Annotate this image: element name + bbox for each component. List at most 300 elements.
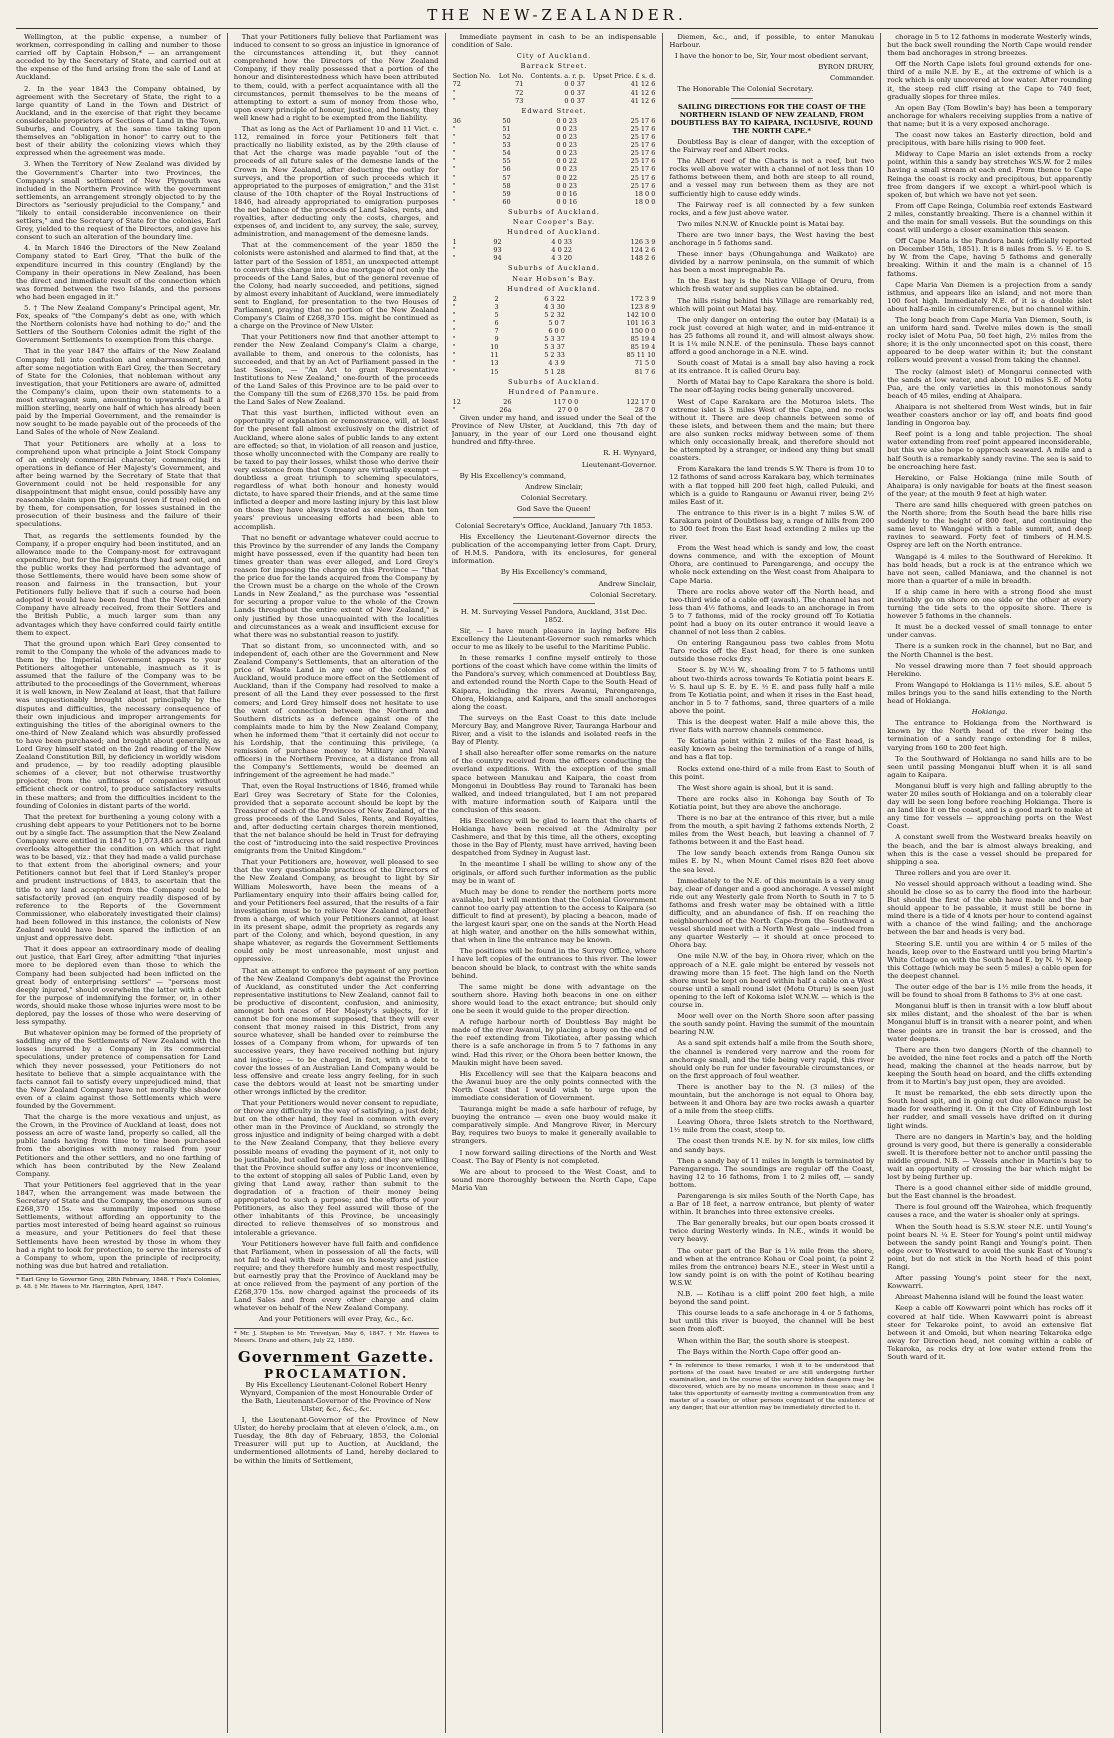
table-cell: 25 17 6 — [630, 149, 656, 158]
table-cell: 5 1 28 — [544, 367, 565, 376]
table-cell: 124 2 6 — [630, 246, 656, 255]
table-cell: 92 — [493, 238, 502, 247]
paragraph: From off Cape Reinga, Columbia reef extends Eastward 2 miles, constantly breaking. There is a channel within it and the main for small vessels. But the soundings on this coast will undergo a closer examination this season. — [887, 201, 1092, 235]
paragraph: The West shore again is shoal, but it is sand. — [677, 783, 834, 792]
table-row — [452, 295, 657, 303]
table-cell: " — [452, 327, 456, 336]
table-row — [452, 174, 657, 182]
table-header: Section No. — [452, 72, 491, 81]
table-cell: " — [452, 88, 456, 97]
table-cell: 0 0 23 — [556, 165, 577, 174]
table-cell: 5 3 37 — [544, 343, 565, 352]
paragraph: The entrance to this river is in a bight 7 miles S.W. of Karakara point of Doubtless bay, a range of hills from 200 to 300 feet from the East head extending 2 miles up the river. — [669, 508, 875, 542]
table-row — [452, 327, 657, 335]
column-5 — [887, 33, 1098, 1733]
land-table — [452, 398, 657, 414]
signature-title: Commander. — [829, 74, 875, 83]
table-row — [452, 198, 657, 206]
table-row — [452, 311, 657, 319]
paragraph: There are then two dangers (North of the channel) to be avoided, the nine feet rocks and a patch off the North head, making the channel at the heads narrow, but by keeping the South head on board, and the cliffs extending from it to Martin's bay just open, they are avoided. — [887, 1045, 1092, 1087]
notice: His Excellency the Lieutenant-Governor directs the publication of the accompanying letter from Capt. Drury, of H.M.S. Pandora, with its enclosures, for general information. — [451, 533, 657, 566]
table-row — [452, 80, 657, 88]
table-row — [452, 238, 657, 246]
paragraph: When the South head is S.S.W. steer N.E. until Young's point bears N. ¼ E. Steer for Young's point until midway between the sandy point Rangi and Young's point. Then edge over to Westward to avoid the sunk East of Young's point, but do not stick in the North head of this point Rangi. — [887, 1222, 1092, 1272]
paragraph: This is the deepest water. Half a mile above this, the river flats with narrow channels commence. — [669, 718, 875, 735]
paragraph: There is another bay to the N. (3 miles) of the mountain, but the anchorage is not equal to Ohora bay, between it and Ohora bay are two rocks awash a quarter of a mile from the steep cliffs. — [669, 1082, 875, 1116]
paragraph: From Wangapé to Hokianga is 11½ miles, S.E. about 5 miles brings you to the sand hills extending to the North head of Hokianga. — [887, 680, 1092, 706]
table-cell: " — [452, 310, 456, 319]
paragraph: The only danger on entering the outer bay (Matai) is a rock just covered at high water, and in mid-entrance it has 25 fathoms all round it, and will almost always show. It is 1¼ mile N.N.E. of the peninsula. These bays cannot afford a good anchorage in a N.E. wind. — [669, 315, 875, 357]
paragraph: Keep a cable off Kowwarri point which has rocks off it covered at half tide. When Kawwarri point is abreast steer for Tekaroke point, to avoid an extensive flat between it and Omoki, but when nearing Tekaroka edge away for Direction head, not coming within a cable of Tekaroka, as rocks dry at low water extend from the South ward of it. — [887, 1304, 1092, 1361]
table-header: Contents. a. r. p. — [530, 72, 586, 81]
table-cell: " — [452, 181, 456, 190]
table-cell: 0 0 16 — [556, 197, 577, 206]
table-cell: 25 17 6 — [630, 133, 656, 142]
paragraph: Steering S.E. until you are within 4 or 5 miles of the heads, keep over to the Eastward until you bring Martin's White Cottage on with the South head E. by N. ½ N. keep this Cottage (which may be seen 5 miles) a cable open for the deepest channel. — [887, 939, 1092, 980]
paragraph: Two miles N.N.W. of Knuckle point is Matai bay. — [677, 219, 845, 228]
paragraph: After passing Young's point steer for the next, Kowwarri. — [887, 1274, 1092, 1291]
table-cell: 52 — [502, 133, 511, 142]
table-cell: 0 0 23 — [556, 133, 577, 142]
table-row — [452, 97, 657, 105]
table-cell: 12 — [452, 397, 461, 406]
paragraph: Rocks extend one-third of a mile from East to South of this point. — [669, 764, 875, 781]
command-name: Andrew Sinclair, — [598, 579, 657, 588]
command-title: Colonial Secretary. — [520, 493, 588, 502]
table-header: Upset Price. £ s. d. — [592, 72, 656, 81]
table-cell: 36 — [452, 116, 461, 125]
paragraph: On entering Rangaunou pass two cables from Motu Taro rocks off the East head, for there is one sunken outside those rocks dry. — [669, 639, 875, 664]
table-cell: 11 — [490, 351, 499, 360]
command-title: Colonial Secretary. — [590, 590, 657, 599]
closing: I have the honor to be, Sir, Your most obedient servant, — [674, 52, 869, 61]
paragraph: That it does appear an extraordinary mode of dealing out justice, that Earl Grey, after admitting "that injuries more to be deplored even than those to which the Company had been subjected had been inflicted on the great body of enterprising settlers" — "persons most deeply injured," should overwhelm the latter with a debt for the purpose of indemnifying the former, or, in other words, should make those whose injuries were most to be deplored, pay the losses of those who were deserving of less sympathy. — [16, 945, 221, 1027]
paragraph: Tauranga might be made a safe harbour of refuge, by buoying the entrance — even one buoy would make it comparatively simple. And Mangrove River, in Mercury Bay, requires two buoys to make it generally available to strangers. — [451, 1105, 657, 1146]
table-cell: 0 0 23 — [556, 124, 577, 133]
command-line: By His Excellency's command, — [459, 471, 567, 480]
table-cell: " — [452, 189, 456, 198]
paragraph: That your Petitioners fully believe that Parliament was induced to consent to so gross an injustice in ignorance of the circumstances attending it, but they cannot comprehend how the Directors of the New Zealand Company, if they really possessed that a portion of the honour and disinterestedness which have been attributed to them, could, with a perfect acquaintance with all the circumstances, permit themselves to be the means of attempting to extort a sum of money from those who, upon every principle of honour, justice, and honesty, they well knew had a right to be exempted from the liability. — [233, 33, 439, 122]
table-cell: 1 — [452, 238, 457, 247]
paragraph: But whatever opinion may be formed of the propriety of saddling any of the Settlements of New Zealand with the losses incurred by a Company in its commercial speculations, under pretence of compensation for Land which they never possessed, your Petitioners do not hesitate to believe that a simple acquaintance with the facts cannot fail to satisfy every unprejudiced mind, that the New Zealand Company have not morally the shadow even of a claim against those Settlements which were founded by the Government. — [16, 1029, 221, 1110]
table-cell: " — [452, 335, 456, 344]
paragraph: In the East bay is the Native Village of Oruru, from which fresh water and supplies can be obtained. — [669, 277, 875, 294]
table-cell: " — [452, 96, 456, 105]
table-cell: 25 17 6 — [630, 124, 656, 133]
paragraph: One mile N.W. of the bay, in Ohora river, which on the approach of a N.E. gale might be entered by vessels not drawing more than 15 feet. The high land on the North shore must be kept on board within half a cable on a West course until a small round islet (Motu Oturu) is seen just opening to the left of Kokoma islet W.N.W. — which is the course in. — [669, 952, 875, 1010]
paragraph: There is no bar at the entrance of this river, but a mile from the mouth, a spit having 2 fathoms extends North, 2 miles from the West beach, but leaving a channel of 7 fathoms between it and the East head. — [669, 813, 875, 847]
street-title: Barrack Street. — [520, 62, 588, 71]
paragraph: That your Petitioners are wholly at a loss to comprehend upon what principle a Joint Stock Company of an entirely commercial character, commencing its operations in defiance of Her Majesty's Government, and after being warned by the Secretary of State that that Government could not be held responsible for any disappointment that might ensue, could possibly have any reasonable claim upon the ground (even if true) relied on by them, for compensation, for losses sustained in the prosecution of their business and the failure of their speculations. — [16, 439, 221, 529]
paragraph: Monganui bluff is very high and falling abruptly to the water 20 miles south of Hokianga and on a tolerably clear day will be seen long before reaching Hokianga. There is an land like it on the coast, and is a good mark to make at any time for vessels — approaching ports on the West Coast. — [887, 781, 1092, 831]
paragraph: North of Matai bay to Cape Karakara the shore is bold. The near off-laying rocks being generally uncovered. — [669, 378, 875, 395]
table-cell: " — [452, 124, 456, 133]
paragraph: His Excellency will be glad to learn that the charts of Hokianga have been received at the Admiralty per Cashmere, and that by this time, all the others, excepting those in the Bay of Plenty, must have arrived, having been despatched from Sydney in August last. — [451, 816, 657, 858]
land-table — [452, 117, 657, 206]
table-row — [452, 141, 657, 149]
table-cell: " — [452, 165, 456, 174]
table-cell: 41 12 6 — [630, 80, 656, 89]
section-title: Suburbs of Auckland. — [508, 264, 600, 273]
paragraph: If a ship came in here with a strong flood she must inevitably go on shore on one side or the other at every turning the tide sets to the opposite shore. There is however 5 fathoms in the channels. — [887, 587, 1092, 621]
table-row — [452, 157, 657, 165]
paragraph: It must be a decked vessel of small tonnage to enter under canvas. — [887, 623, 1092, 640]
table-cell: 6 — [494, 319, 499, 327]
table-cell: 73 — [515, 96, 524, 105]
paragraph: N.B. — Kotihau is a cliff point 200 feet high, a mile beyond the sand point. — [669, 1290, 875, 1307]
table-row — [452, 133, 657, 141]
divider — [513, 603, 595, 604]
table-cell: 142 10 0 — [626, 310, 656, 319]
paragraph: The entrance to Hokianga from the Northward is known by the North head of the river being the termination of a sandy range extending for 8 miles, varying from 160 to 200 feet high. — [887, 719, 1092, 752]
table-cell: 6 0 0 — [548, 327, 565, 336]
table-row — [452, 89, 657, 97]
paragraph: No vessel drawing more than 7 feet should approach Herekino. — [887, 661, 1092, 678]
table-cell: " — [452, 359, 456, 368]
table-row — [452, 182, 657, 190]
table-cell: " — [452, 173, 456, 182]
paragraph: Abreast Mahenna island will be found the least water. — [895, 1293, 1084, 1302]
paragraph: The outer part of the Bar is 1¼ mile from the shore, and when at the entrance Kohau or Coal point, (a point 2 miles from the entrance) bears N.E., steer in West until a low sandy point is on with the point of Kotihau bearing W.S.W. — [669, 1246, 875, 1287]
table-cell: 15 — [490, 367, 499, 376]
divider — [513, 517, 595, 518]
table-cell: 27 0 0 — [557, 405, 579, 414]
table-cell: " — [452, 405, 456, 414]
paragraph: We are about to proceed to the West Coast, and to sound more thoroughly between the North Cape, Cape Maria Van — [451, 1167, 657, 1192]
command-line: By His Excellency's command, — [500, 568, 608, 577]
paragraph: Sir, — I have much pleasure in laying before His Excellency the Lieutenant-Governor such remarks which occur to me as likely to be useful to the Maritime Public. — [451, 626, 657, 652]
footnote: * Mr. J. Stephen to Mr. Trevelyan, May 6, 1847. † Mr. Hawes to Messrs. Drano and others, July 22, 1850. — [234, 1328, 439, 1345]
table-cell: 9 — [494, 335, 499, 344]
paragraph: The hills rising behind this Village are remarkably red, which will point out Matai bay. — [669, 296, 875, 313]
table-cell: 3 — [494, 302, 499, 311]
table-cell: 5 2 33 — [544, 351, 565, 360]
footnote: * In reference to these remarks, I wish it to be understood that portions of the coast have treated or are still undergoing further examination, and in the course of the survey hidden dangers may be discovered, which are by no means uncommon in these seas; and I take this opportunity of earnestly inviting a communication from any master of a coaster, or other persons cognizant of the existence of any danger, that our attention may be immediately directed to it. — [669, 1360, 874, 1412]
paragraph: Diemen, &c., and, if possible, to enter Manukau Harbour. — [669, 33, 875, 50]
table-cell: 50 — [502, 116, 511, 125]
paragraph: In the meantime I shall be willing to show any of the originals, or afford such further information as the public may be in want of. — [451, 860, 657, 885]
paragraph: That at the commencement of the year 1850 the colonists were astonished and alarmed to find that, at the latter part of the Session of 1851, an unexpected attempt to convert this charge into a due mortgage of not only the proceeds of the Land Sales, but of the general revenue of the Colony, had nearly succeeded, and petitions, signed by almost every inhabitant of Auckland, were immediately sent to England, for presentation to the two Houses of Parliament, praying that no portion of the New Zealand Company's Claim of £268,370 15s. might be continued as a charge on the Province of New Ulster. — [233, 241, 439, 331]
paragraph: There are rocks above water off the North head, and two-third wide of a cable off (awash). The channel has not less than 4½ fathoms, and leads to an anchorage in from 5 to 7 fathoms, mid of the rocky ground off To Kotiatia point had a buoy on its outer entrance it would leave a channel of not less than 2 cables. — [669, 587, 875, 637]
locality-title: Near Cooper's Bay. — [512, 217, 596, 226]
table-cell: 4 3 30 — [544, 302, 565, 311]
table-cell: 72 — [452, 80, 461, 89]
paragraph: That the ground upon which Earl Grey consented to remit to the Company the whole of the advances made to them by the Imperial Government appears to your Petitioners altogether untenable, inasmuch as it is assumed that the failure of the Company was to be attributed to the proceedings of the Government, whereas it is well known, in New Zealand at least, that that failure was unquestionably brought about principally by the disputes and difficulties, the necessary consequence of their own injudicious and improper arrangements for extinguishing the titles of the aboriginal owners to the one-third of New Zealand which was absurdly professed to have been purchased; and brought about generally, as Lord Grey himself stated on the 2nd reading of the New Zealand Constitution Bill, by deficiency in worldly wisdom and prudence, — by too readily adopting plausible schemes of a clever, but not otherwise trustworthy projector, from the unfitness of companies without efficient check or control, to produce satisfactory results in these matters; and from the difficulties incident to the founding of Colonies in distant parts of the world. — [16, 639, 221, 810]
table-cell: " — [452, 367, 456, 376]
table-cell: 0 0 37 — [564, 88, 586, 97]
paragraph: The outer edge of the bar is 1½ mile from the heads, it will be found to shoal from 8 fathoms to 3½ at one cast. — [887, 983, 1092, 1000]
paragraph: That an attempt to enforce the payment of any portion of the New Zealand Company's debt against the Province of Auckland, as constituted under the Act conferring representative institutions to New Zealand, cannot fail to be productive of discontent, confusion, and animosity, amongst both races of Her Majesty's subjects, for it cannot be for one moment supposed, that they will ever consent that money raised in this District, from any source whatever, shall be handed over to reimburse the losses of a Company from whom, for upwards of ten successive years, they have received nothing but injury and injustice; — to be charged, in fact, with a debt to cover the losses of an Australian Land Company would be less offensive and create less angry feeling, for in such case the debtors would at least not be smarting under other wrongs inflicted by the creditor. — [233, 966, 439, 1096]
paragraph: No vessel should approach without a leading wind. She should be close so as to carry the flood into the harbour. But should the first of the ebb have made and the bar should appear to be passable, it must still be borne in mind there is a tide of 4 knots per hour to contend against with a chance of the wind failing; and the anchorage between the bar and heads is very bad. — [887, 879, 1092, 937]
paragraph: There are two inner bays, the West having the best anchorage in 5 fathoms sand. — [669, 230, 875, 247]
paragraph: Immediately to the N.E. of this mountain is a very snug bay, clear of danger and a good anchorage. A vessel might ride out any Westerly gale from North to South in 7 to 5 fathoms and fresh water may be obtained with a little difficulty, and an abundance of fish. If on reaching the neighbourhood of the North Cape-from the Southward a vessel should meet with a North West gale — indeed from any quarter Westerly — it should at once proceed to Ohora bay. — [669, 876, 875, 950]
table-cell: 57 — [502, 173, 511, 182]
table-cell: 28 7 0 — [634, 405, 656, 414]
hundred-title: Hundred of Auckland. — [507, 228, 601, 237]
paragraph: These inner bays (Ohungahunga and Waikato) are divided by a narrow peninsula, on the summit of which has been a most impregnable Pa. — [669, 250, 875, 275]
command-name: Andrew Sinclair, — [525, 482, 583, 491]
land-table — [452, 295, 657, 376]
table-cell: " — [452, 343, 456, 352]
signature: BYRON DRURY, — [818, 63, 875, 72]
table-cell: 25 17 6 — [630, 181, 656, 190]
paragraph: His Excellency will see that the Kaipara beacons and the Awanui buoy are the only points connected with the North Coast that I would wish to urge upon the immediate consideration of Government. — [451, 1069, 657, 1102]
paragraph: Ahaipara is not sheltered from West winds, but in fair weather coasters anchor or lay off, and boats find good landing in Ongoroa bay. — [887, 402, 1092, 428]
paragraph: There is a sunken rock in the channel, but no Bar, and the North Channel is the best. — [887, 642, 1092, 659]
table-cell: 4 0 33 — [551, 238, 573, 247]
paragraph: The same might be done with advantage on the southern shore. Having both beacons in one on either shore would lead to the exact entrance; but should only one be seen it would guide to the proper direction. — [451, 982, 657, 1016]
paragraph: When within the Bar, the south shore is steepest. — [677, 1336, 850, 1345]
divider — [731, 98, 813, 99]
table-cell: 25 17 6 — [630, 116, 656, 125]
table-cell: 0 0 16 — [556, 189, 577, 198]
table-cell: 0 0 37 — [564, 96, 586, 105]
table-row — [452, 335, 657, 343]
table-cell: 72 — [515, 88, 524, 97]
table-row — [452, 398, 657, 406]
paragraph: Wellington, at the public expense, a number of workmen, corresponding in calling and number to those carried off by Captain Hobson,* — an arrangement acceded to by the Secretary of State, and carried out at the expense of the fund arising from the sale of Land at Auckland. — [16, 33, 221, 82]
locality-title: Near Hobson's Bay. — [512, 274, 596, 283]
table-cell: 71 5 0 — [634, 359, 656, 368]
closing-prayer: And your Petitioners will ever Pray, &c., &c. — [259, 1315, 414, 1324]
table-cell: 58 — [502, 181, 511, 190]
paragraph: That in the year 1847 the affairs of the New Zealand Company fell into confusion and embarrassment, and after some negotiation with Earl Grey, the then Secretary of State for the Colonies, that nobleman without any investigation, that your Petitioners are aware of, admitted the Company's claim, upon their own statements to a most extravagant sum, amounting to upwards of half a million sterling, nearly one half of which has already been paid by the Imperial Government, and the remainder is now sought to be made payable out of the proceeds of the Land Sales of the whole of New Zealand. — [16, 347, 221, 437]
paragraph: The rocky (almost islet) of Mongarui connected with the sands at low water, and about 10 miles S.E. of Motu Pua, are the only varieties in this monotonous sandy beach of 45 miles, ending at Ahaipara. — [887, 367, 1092, 400]
sailing-directions-heading: SAILING DIRECTIONS FOR THE COAST OF THE NORTHERN ISLAND OF NEW ZEALAND, FROM DOUBTLESS BAY TO KAIPARA, INCLUSIVE, ROUND THE NORTH CAPE.* — [670, 102, 873, 135]
paragraph: That no benefit or advantage whatever could accrue to this Province by the surrender of any lands the Company might have possessed, even if the quantity had been ten times greater than was ever alleged, and Lord Grey's reason for imposing the charge on this Province — "that the price due for the lands acquired from the Company by the Crown must be a charge on the whole of the Crown Lands in New Zealand," as the purchase was "essential for securing a proper value to the whole of the Crown Lands throughout the entire extent of New Zealand," is only justified by those unacquainted with the localities and circumstances as a weak and insufficient excuse for what there was no substantial reason to justify. — [233, 533, 439, 639]
paragraph: Cape Maria Van Diemen is a projection from a sandy isthmus, and appears like an island, and not more than 100 feet high. Immediately N.E. of it is a double islet about half-a-mile in circumference, but no channel within. — [887, 280, 1092, 313]
paragraph: Parengarenga is six miles South of the North Cape, has a Bar of 18 feet, a narrow entrance, but plenty of water within. It branches into three extensive creeks. — [669, 1192, 875, 1217]
paragraph: There is foul ground off the Wairohea, which frequently causes a race, and the water is shoaler only at springs. — [887, 1203, 1092, 1220]
proclamation-body: I, the Lieutenant-Governor of the Province of New Ulster, do hereby proclaim that at eleven o'clock, a.m., on Tuesday, the 8th day of February, 1853, the Colonial Treasurer will put up to Auction, at Auckland, the undermentioned allotments of Land, hereby declared to be within the limits of Settlement, — [233, 1416, 439, 1465]
paragraph: The positions will be found in the Survey Office, where I have left copies of the entrances to this river. The lower beacon should be black, to contrast with the white sands behind. — [451, 947, 657, 980]
hundred-title: Hundred of Panmure. — [508, 387, 600, 396]
paragraph: That, as regards the settlements founded by the Company, if a proper enquiry had been instituted, and an allowance made to the Company-most for extravagant expenditure, but for the Emigrants they had sent out, and the public works they had performed the advantage of those Settlements, there would have been some show of reason and fairness in the transaction, but your Petitioners fully believe that if such a course had been adopted it would have been found that the New Zealand Company have already received, from their Settlers and the British Public, a much larger sum than any advantages which they have conferred could fairly entitle them to expect. — [16, 531, 221, 637]
paragraph: The coast then trends N.E. by N. for six miles, low cliffs and sandy bays. — [669, 1137, 875, 1154]
table-cell: 5 0 7 — [548, 319, 565, 327]
paragraph: That so distant from, so unconnected with, and so independent of, each other are the Government and New Zealand Company's Settlements, that an alteration of the price of Waste Land in any one of the colonies of Auckland, would produce more effect on the Settlement of Auckland, than if the Company had resolved to make a present of all the Land they ever possessed to the first comers; and Lord Grey himself does not hesitate to use the want of connection between the Northern and Southern districts as a defence against one of the complaints made to him by the New Zealand Company, when he informed them "that it certainly did not occur to his Lordship, that the continuing this privilege, (a remission of purchase money to Military and Naval officers) in the Northern Province, at a distance from all the Company's Settlements, would be deemed an infringement of the agreement he had made." — [233, 641, 439, 780]
vessel-heading: H. M. Surveying Vessel Pandora, Auckland, 31st Dec. 1852. — [460, 607, 648, 624]
table-cell: 122 17 0 — [626, 397, 656, 406]
paragraph: This course leads to a safe anchorage in 4 or 5 fathoms, but until this river is buoyed, the channel will be best seen from aloft. — [669, 1309, 875, 1334]
table-cell: 13 — [490, 359, 499, 368]
table-row — [452, 406, 657, 414]
paragraph: Off the North Cape islets foul ground extends for one-third of a mile N.E. by E., at the extreme of which is a rock which is only uncovered at low water. After rounding it, the steep red cliff rising at the Cape to 740 feet, gradually slopes for three miles. — [887, 60, 1092, 101]
table-cell: 0 0 23 — [556, 141, 577, 150]
table-cell: 81 7 6 — [634, 367, 656, 376]
hundred-title: Hundred of Auckland. — [507, 284, 601, 293]
table-row — [452, 303, 657, 311]
table-cell: 25 17 6 — [630, 173, 656, 182]
paragraph: West of Cape Karakara are the Moturoa islets. The extreme islet is 3 miles West of the Cape, and no rocks without it. There are deep channels between some of these islets, and between them and the main; but there are also sunken rocks midway between some of them which only occasionally break, and therefore should not be attempted by a stranger, or indeed any thing but small coasters. — [669, 397, 875, 463]
table-cell: 94 — [493, 254, 502, 263]
paragraph: I shall also hereafter offer some remarks on the nature of the country received from the officers conducting the overland expeditions. With the exception of the small space between Manukau and Kaipara, the coast from Mongonui in Doubtless Bay round to Taranaki has been walked, and indeed triangulated, but I am not prepared with mature information south of Kaipara until the conclusion of this season. — [451, 749, 657, 814]
table-cell: 2 — [494, 294, 499, 303]
paragraph: The long beach from Cape Maria Van Diemen, South, is an uniform hard sand. Twelve miles down is the small rocky islet of Motu Pua, 50 feet high, 2½ miles from the shore; it is the only unconnected spot on this coast, there appeared to be deep water within it; but the constant rollers would prevent a vessel from taking the channel. — [887, 316, 1092, 365]
table-cell: 85 19 4 — [630, 335, 656, 344]
paragraph: That the charge is the more vexatious and unjust, as the Crown, in the Province of Auckland at least, does not possess an acre of waste land, properly so called, all the public lands having from time to time been purchased from the aborigines with money raised from your Petitioners and the other settlers, and no one farthing of which has been contributed by the New Zealand Company. — [16, 1113, 221, 1178]
section-heading: Hokianga. — [971, 708, 1008, 717]
addressee: The Honorable The Colonial Secretary. — [677, 85, 814, 94]
paragraph: Then a sandy bay of 11 miles in length is terminated by Parengarenga. The soundings are regular off the Coast, having 12 to 16 fathoms, from 1 to 2 miles off, — sandy bottom. — [669, 1156, 875, 1189]
paragraph: chorage in 5 to 12 fathoms in moderate Westerly winds, but the back swell rounding the North Cape would render them bad anchorages in strong breezes. — [887, 33, 1092, 58]
paragraph: An open Bay (Tom Bowlin's bay) has been a temporary anchorage for whalers receiving supplies from a native of that name; but it is a very exposed anchorage. — [887, 103, 1092, 128]
table-cell: 71 — [515, 80, 524, 89]
table-cell: " — [452, 149, 456, 158]
table-cell: 172 3 9 — [630, 294, 656, 303]
table-row — [452, 368, 657, 376]
paragraph: I now forward sailing directions of the North and West Coast. The Bay of Plenty is not completed. — [451, 1148, 657, 1165]
paragraph: There are sand hills chequered with green patches on the North shore; from the South head the bare hills rise suddenly to the height of 800 feet, and continuing the same level to Wangapé with a table summit, and deep ravines to seaward. Forty feet of timbers of H.M.S. Osprey are left on the North entrance. — [887, 500, 1092, 550]
table-cell: 25 17 6 — [630, 157, 656, 166]
paragraph: Moor well over on the North Shore soon after passing the south sandy point. Having the summit of the mountain bearing N.W. — [669, 1012, 875, 1037]
paragraph: To the Southward of Hokianga no sand hills are to be seen until passing Monganui bluff when it is all sand again to Kaipara. — [887, 754, 1092, 779]
paragraph: The surveys on the East Coast to this date include Mercury Bay, and Mangrove River, Tauranga Harbour and River, and a visit to the islands and isolated reefs in the Bay of Plenty. — [451, 713, 657, 747]
table-cell: " — [452, 141, 456, 150]
paragraph: Monganui bluff is then in transit with a low bluff about six miles distant, and the shoalest of the bar is when Monganui bluff is in transit with a nearer point, and when these points are in transit the bar is crossed, and the water deepens. — [887, 1002, 1092, 1043]
masthead-rule — [16, 28, 1098, 29]
table-row — [452, 117, 657, 125]
paragraph: Steer S. by W.½ W., shoaling from 7 to 5 fathoms until about two-thirds across towards Te Kotiatia point bears E. ½ S. haul up S. E. by E. ½ E. and pass fully half a mile from Te Kotiatia point, and when it rises in the East head, anchor in 5 to 7 fathoms, sand, three quarters of a mile above the point. — [669, 666, 875, 715]
section-title: Suburbs of Auckland. — [508, 207, 600, 216]
table-row — [452, 351, 657, 359]
table-cell: 18 0 0 — [634, 197, 656, 206]
paragraph: As a sand spit extends half a mile from the South shore, the channel is rendered very narrow and the room for anchorage small, and the tide being very rapid, this river should only be run for under favourable circumstances, or on the first approach of foul weather. — [669, 1039, 875, 1080]
column-3 — [452, 33, 664, 1733]
table-cell: 0 0 37 — [564, 80, 586, 89]
paragraph: The Albert reef of the Charts is not a reef, but two rocks well above water with a channel of not less than 10 fathoms between them, and both are steep to all round, and a vessel may run between them as they are not sufficiently high to cause eddy winds. — [669, 157, 875, 198]
table-cell: 5 3 37 — [544, 335, 565, 344]
signature: R. H. Wynyard, — [603, 449, 657, 458]
column-2 — [234, 33, 446, 1733]
paragraph: There are no dangers in Martin's bay, and the holding ground is very good, but there is generally a considerable swell. It is therefore better not to anchor until passing the middle ground. N.B. — Vessels anchor in Martin's bay to wait an opportunity of crossing the bar which might be lost by being further up. — [887, 1132, 1092, 1182]
proclamation-issuer: By His Excellency Lieutenant-Colonel Robert Henry Wynyard, Companion of the most Honourable Order of the Bath, Lieutenant-Governor of the Province of New Ulster, &c., &c., &c. — [240, 1380, 433, 1413]
paragraph: Doubtless Bay is clear of danger, with the exception of the Fairway reef and Albert rocks. — [669, 137, 875, 155]
table-cell: 93 — [493, 246, 502, 255]
table-row — [452, 149, 657, 157]
table-cell: 0 0 23 — [556, 116, 577, 125]
table-cell: " — [452, 197, 456, 206]
paragraph: Midway to Cape Maria an islet extends from a rocky point, within this a sandy bay stretches W.S.W. for 2 miles having a small stream at each end. From thence to Cape Reinga the coast is rocky and precipitous, but apparently free from dangers if we except a whirl-pool which is spoken of, but which we have not yet seen. — [887, 150, 1092, 199]
table-cell: 85 11 10 — [626, 351, 656, 360]
paragraph: Reef point is a long and table projection. The shoal water extending from reef point appeared inconsiderable, but this we also hope to approach seaward. A mile and a half South is a remarkably sandy ravine. The sea is said to be encroaching here fast. — [887, 430, 1092, 471]
paragraph: From the West head which is sandy and low, the coast downs commence, and with the exception of Mount Ohora, are continued to Parengarenga, and occupy the whole neck extending on the West coast from Ahaipara to Cape Maria. — [669, 544, 875, 585]
paragraph: 5. † The New Zealand Company's Principal agent, Mr. Fox, speaks of "the Company's debt as one, with which the Northern colonists have had nothing to do;" and the Settlers of the Southern Colonies admit the right of the Government Settlements to exemption from this charge. — [16, 304, 221, 345]
table-cell: 26a — [499, 405, 512, 414]
table-cell: 6 3 22 — [544, 294, 565, 303]
paragraph: That your Petitioners would never consent to repudiate, or throw any difficulty in the way of satisfying, a just debt; but on the other hand, they feel in common with every other man in the Province of Auckland, so strongly the gross injustice and indignity of being charged with a debt to the New Zealand Company, that they believe every possible means of evading the payment of it, not only to be justifiable, but called for as a duty; and they are willing that the Province should suffer any loss or inconvenience, to the extent of stopping all sales of Public Land, even by giving that Land away, rather than submit to the degradation of a fraction of their money being appropriated to such a purpose; and the efforts of your Petitioners, as also they feel assured will those of the other inhabitants of this Province, be unceasingly directed to relieve themselves of so monstrous and intolerable a grievance. — [233, 1099, 439, 1237]
table-cell: 126 3 9 — [630, 238, 656, 247]
table-cell: 4 3 9 — [548, 359, 565, 368]
paragraph: A constant swell from the Westward breaks heavily on the beach, and the bar is almost always breaking, and when this is the case a vessel should be prepared for shipping a sea. — [887, 833, 1092, 866]
table-row — [452, 359, 657, 367]
paragraph: Immediate payment in cash to be an indispensable condition of Sale. — [451, 33, 657, 50]
table-row — [452, 343, 657, 351]
table-row — [452, 246, 657, 254]
table-cell: 53 — [502, 141, 511, 150]
table-row — [452, 190, 657, 198]
table-row — [452, 319, 657, 327]
paragraph: 3. When the Territory of New Zealand was divided by the Government's Charter into two Provinces, the Company's small settlement of New Plymouth was included in the Northern Province with the government settlements, an arrangement strongly objected to by the Directors as "seriously prejudicial to the Company," and "likely to entail considerable inconvenience on their settlers," and the Secretary of State for the colonies, Earl Grey, yielded to the request of the Directors, and gave his consent to such an alteration of the boundary line. — [16, 160, 221, 242]
section-title: City of Auckland. — [516, 52, 592, 61]
table-cell: 51 — [502, 124, 511, 133]
table-cell: 85 19 4 — [630, 343, 656, 352]
paragraph: The Bar generally breaks, but our open boats crossed it twice during Westerly winds. In N.E., winds it would be very heavy. — [669, 1219, 875, 1244]
table-cell: 0 0 23 — [556, 181, 577, 190]
table-cell: 18 0 0 — [634, 189, 656, 198]
table-cell: 0 0 22 — [556, 173, 577, 182]
land-table — [452, 72, 657, 104]
paragraph: Three rollers and you are over it. — [895, 868, 1012, 877]
paragraph: The low sandy beach extends from Ranga Ounou six miles E. by N., when Mount Camel rises 820 feet above the sea level. — [669, 849, 875, 874]
paragraph: Off Cape Maria is the Pandora bank (officially reported on December 15th, 1851). It is 8 miles from S. ½ E. to S. by W. from the Cape, having 5 fathoms and generally breaking. Within it and the main is a channel of 15 fathoms. — [887, 237, 1092, 278]
paragraph: South coast of Matai is a small bay also having a rock at its entrance. It is called Oruru bay. — [669, 359, 875, 376]
column-1 — [16, 33, 228, 1733]
table-cell: 10 — [490, 343, 499, 352]
table-cell: 7 — [494, 327, 499, 336]
paragraph: Given under my hand, and issued under the Seal of the Province of New Ulster, at Auckland, this 7th day of January, in the year of our Lord one thousand eight hundred and fifty-three. — [451, 414, 657, 447]
table-cell: 123 8 9 — [630, 302, 656, 311]
table-cell: " — [452, 133, 456, 142]
table-cell: 0 0 22 — [556, 157, 577, 166]
paragraph: Wangapé is 4 miles to the Southward of Herekino. It has bold heads, but a rock is at the entrance which we have not seen, called Maniawa, and the channel is not more than a quarter of a mile in breadth. — [887, 552, 1092, 585]
paragraph: That this vast burthen, inflicted without even an opportunity of explanation or remonstrance, will, at least for the present fall almost exclusively on the district of Auckland, where alone sales of public lands to any extent are effected; so that, in violation of all reason and justice, those wholly unconnected with the Company are really to be taxed to pay their losses, whilst those who derive their very existence from that Company are virtually exempt — doubtless a great triumph to scheming speculators, regardless of what both honour and honesty would dictate, to have spared their friends, and at the same time inflicted a deeper and more lasting injury by this last blow on those they have always treated as enemies, than ten years' previous unceasing efforts had been able to accomplish. — [233, 409, 439, 531]
table-cell: 5 2 32 — [544, 310, 565, 319]
paragraph: A refuge harbour north of Doubtless Bay might be made of the river Awanui, by placing a buoy on the end of the reef extending from Tikotiatea, after passing which there is a safe anchorage in from 5 to 7 fathoms in any wind. Had this river, or the Ohora been better known, the Maukin might have been saved. — [451, 1018, 657, 1067]
table-cell: 60 — [502, 197, 511, 206]
paragraph: That your Petitioners are, however, well pleased to see that the very questionable practices of the Directors of the New Zealand Company, as brought to light by Sir William Molesworth, have been the means of a Parliamentary enquiry into their affairs being called for, and your Petitioners feel assured, that the results of a fair investigation must be to relieve New Zealand altogether from a charge, of which your Petitioners cannot, at least in its present shape, admit the propriety as regards any part of the Colony, and which, beyond question, in any shape whatever, as regards the Government Settlements could only be most unreasonable, most unjust and oppressive. — [233, 858, 439, 964]
footnote: * Earl Grey to Governor Grey, 28th February, 1848. † Fox's Colonies, p. 48. ‡ Mr. Hawes to Mr. Harrington, April, 1847. — [16, 1274, 221, 1291]
table-row — [452, 165, 657, 173]
table-cell: 150 0 0 — [630, 327, 656, 336]
paragraph: 2. In the year 1843 the Company obtained, by agreement with the Secretary of State, the right to a large quantity of Land in the Town and District of Auckland, and in the exercise of that right they became considerable proprietors of Sections of Land in the Town, Suburbs, and Country, at the same time taking upon themselves an "obligation in honor" to carry out to the best of their ability the colonizing views which they expressed when the agreement was made. — [16, 84, 221, 158]
street-title: Edward Street. — [521, 106, 587, 115]
land-table — [452, 238, 657, 262]
table-cell: " — [452, 254, 456, 263]
paragraph: Herekino, or False Hokianga (nine mile South of Ahaipara) is only navigable for boats at the finest season of the year; at the mouth 9 feet at high water. — [887, 473, 1092, 498]
office-heading: Colonial Secretary's Office, Auckland, January 7th 1853. — [455, 521, 653, 530]
table-cell: 59 — [502, 189, 511, 198]
paragraph: 4. In March 1846 the Directors of the New Zealand Company stated to Earl Grey, "That the bulk of the expenditure incurred in this country (England) by the Company in their operations in New Zealand, has been the direct and immediate result of the connection which was formed between the two Islands, and the persons who had been engaged in it." — [16, 244, 221, 301]
paragraph: It must be remarked, the ebb sets directly upon the South head spit, and in going out due allowance must be made for weathering it. On it the City of Edinburgh lost her rudder, and small vessels have drifted on it during light winds. — [887, 1089, 1092, 1130]
section-title: Suburbs of Auckland. — [508, 377, 600, 386]
paragraph: There are rocks also in Kohonga bay South of To Kotiatia point, but they are above the anchorage. — [669, 794, 875, 811]
gazette-heading: Government Gazette. — [237, 1347, 435, 1366]
table-cell: 25 17 6 — [630, 141, 656, 150]
table-cell: 5 — [494, 310, 499, 319]
table-cell: " — [452, 157, 456, 166]
table-row — [452, 254, 657, 262]
paragraph: That the pretext for burthening a young colony with a crushing debt appears to your Petitioners not to be borne out by a single fact. The assumption that the New Zealand Company were entitled in 1847 to 1,073,485 acres of land overlooks altogether the condition on which that right was to be based, viz.: that they had made a valid purchase to that extent from the aboriginal owners; and your Petitioners cannot but feel that if Lord Stanley's proper and prudent instructions of 1843, to ascertain that the title to any land accepted from the Company could be satisfactorily proved (an enquiry readily disposed of by reference to the Reports of the Government Commissioner, who elaborately investigated their claims) had been followed in this instance, the colonists of New Zealand would have been spared the infliction of an unjust and oppressive debt. — [16, 812, 221, 943]
table-cell: 101 16 3 — [626, 319, 656, 327]
paragraph: From Karakara the land trends S.W. There is from 10 to 12 fathoms of sand across Karakara bay, which terminates with a flat topped hill 200 feet high, called Pukuki, and which is a guide to Rangaunu or Awanui river, being 2½ miles East of it. — [669, 465, 875, 506]
table-cell: 2 — [452, 294, 457, 303]
paragraph: That your Petitioners feel aggrieved that in the year 1847, when the arrangement was made between the Secretary of State and the Company, the enormous sum of £268,370 15s. was summarily imposed on these Settlements, without affording an opportunity to the parties most interested of being heard against so ruinous a measure, and your Petitioners do feel that these Settlements have been wrested by those in whom they had a right to look for protection, to serve the interests of a Company to whom, upon the principle of reciprocity, nothing was due but hatred and retaliation. — [16, 1180, 221, 1270]
paragraph: That your Petitioners now find that another attempt to render the New Zealand Company's Claim a charge, available to them, and onerous to the colonists, has succeeded, and that by an Act of Parliament passed in the last Session, — "An Act to grant Representative Institutions to New Zealand," one-fourth of the proceeds of the Land Sales of this Province are to be paid over to the Company till the sum of £268,370 15s. be paid from the Land Sales of New Zealand. — [233, 333, 439, 407]
signature-title: Lieutenant-Governor. — [581, 460, 657, 469]
paragraph: The coast now takes an Easterly direction, bold and precipitous, with bare hills rising to 900 feet. — [887, 131, 1092, 148]
table-cell: " — [452, 246, 456, 255]
table-cell: 26 — [503, 397, 512, 406]
paragraph: That as long as the Act of Parliament 10 and 11 Vict. c. 112, remained in force your Petitioners felt that practically no liability existed, as by the 29th clause of that Act the charge was made payable "out of the proceeds of all future sales of the demesne lands of the Crown in New Zealand, after deducting the outlay for surveys, and the proportion of such proceeds which it appropriated to the purposes of emigration," and the 31st clause of the 10th chapter of the Royal Instructions of 1846, had already appropriated to emigration purposes the net balance of the proceeds of Land Sales, rents, and royalties, after deducting only the costs, charges, and expenses of, and incident to, any survey, the sale, survey, administration, and management of the demesne lands. — [233, 125, 439, 239]
table-cell: 41 12 6 — [630, 96, 656, 105]
paragraph: Te Kotiatia point within 2 miles of the East head, is easily known as being the termination of a range of hills, and has a flat top. — [669, 737, 875, 762]
table-cell: 25 17 6 — [630, 165, 656, 174]
table-cell: 41 12 6 — [630, 88, 656, 97]
paragraph: Much may be done to render the northern ports more available, but I will mention that the Colonial Government cannot too early pay attention to the access to Kaipara (so difficult to find at present), by placing a beacon, made of the largest kauri spar, one on the sands at the North Head at high water, and another on the hills somewhat within, that when in line the entrance may be known. — [451, 887, 657, 945]
proclamation-heading: PROCLAMATION. — [264, 1366, 409, 1381]
table-cell: 55 — [502, 157, 511, 166]
